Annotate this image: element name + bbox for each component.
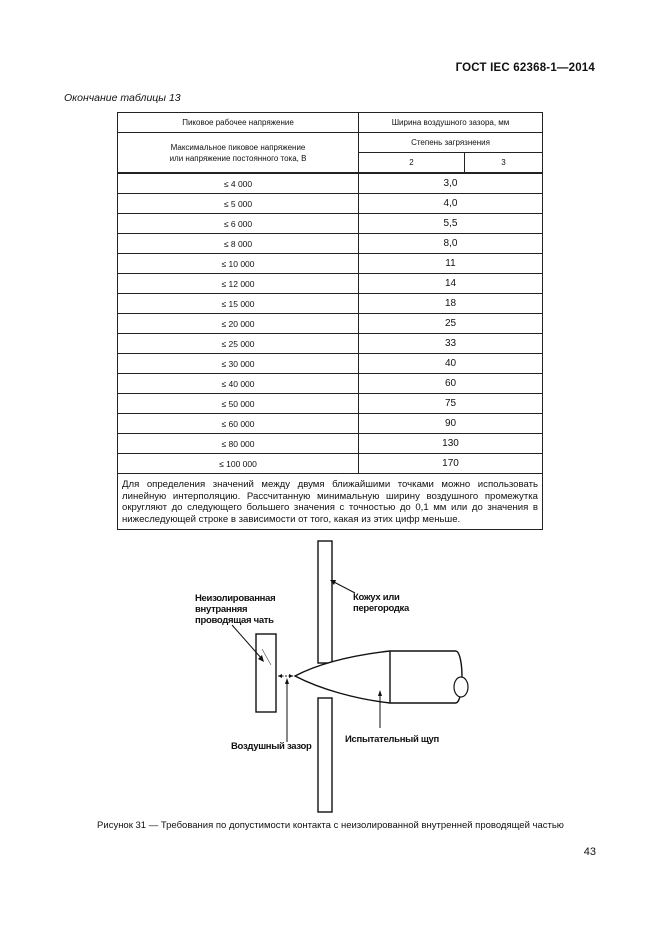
barrier-upper (318, 541, 332, 663)
gap-cell: 25 (359, 314, 543, 334)
gap-cell: 90 (359, 414, 543, 434)
barrier-lower (318, 698, 332, 812)
table-note: Для определения значений между двумя ближайшими точками можно использовать линейную интерполяцию. Рассчитанную минимальную ширину воздушного промежутка округляют до следующего большего значения с точностью до 0,1 мм или до значения в нижеследующей строке в зависимости от того, какая из этих цифр меньше. (118, 474, 543, 530)
gap-cell: 3,0 (359, 173, 543, 194)
degree-2-header: 2 (359, 153, 465, 174)
voltage-cell: ≤ 40 000 (118, 374, 359, 394)
probe-label: Испытательный щуп (345, 734, 439, 745)
gap-cell: 11 (359, 254, 543, 274)
voltage-cell: ≤ 12 000 (118, 274, 359, 294)
col1-sub-header-line2: или напряжение постоянного тока, В (169, 153, 307, 163)
gap-cell: 33 (359, 334, 543, 354)
table-row (118, 394, 543, 414)
table-row (118, 334, 543, 354)
table-row (118, 234, 543, 254)
table-header-row-1 (118, 113, 543, 133)
voltage-cell: ≤ 100 000 (118, 454, 359, 474)
enclosure-label (353, 592, 409, 614)
table-row (118, 314, 543, 334)
degree-3-header: 3 (465, 153, 543, 174)
voltage-cell: ≤ 8 000 (118, 234, 359, 254)
gap-cell: 14 (359, 274, 543, 294)
col1-sub-header (118, 133, 359, 174)
enclosure-label-line2: перегородка (353, 603, 409, 614)
voltage-cell: ≤ 5 000 (118, 194, 359, 214)
live-part-label-line3: проводящая чать (195, 615, 274, 626)
live-part-label-line1: Неизолированная (195, 593, 276, 604)
voltage-cell: ≤ 10 000 (118, 254, 359, 274)
table-row (118, 294, 543, 314)
table-row (118, 354, 543, 374)
live-part-label-line2: внутранняя (195, 604, 248, 615)
gap-cell: 4,0 (359, 194, 543, 214)
gap-cell: 40 (359, 354, 543, 374)
gap-cell: 8,0 (359, 234, 543, 254)
table-row (118, 274, 543, 294)
table-row (118, 374, 543, 394)
note-row (118, 474, 543, 530)
enclosure-label-line1: Кожух или (353, 592, 400, 603)
air-gap-label: Воздушный зазор (231, 741, 312, 752)
voltage-cell: ≤ 25 000 (118, 334, 359, 354)
table-row (118, 173, 543, 194)
table-caption: Окончание таблицы 13 (64, 92, 181, 104)
table-body (118, 173, 543, 474)
voltage-cell: ≤ 20 000 (118, 314, 359, 334)
gap-cell: 18 (359, 294, 543, 314)
col2-header: Ширина воздушного зазора, мм (359, 113, 543, 133)
page-number: 43 (583, 846, 596, 858)
voltage-cell: ≤ 80 000 (118, 434, 359, 454)
voltage-cell: ≤ 60 000 (118, 414, 359, 434)
figure-caption: Рисунок 31 — Требования по допустимости контакта с неизолированной внутренней проводящей частью (97, 820, 564, 831)
gap-cell: 130 (359, 434, 543, 454)
voltage-cell: ≤ 15 000 (118, 294, 359, 314)
table-row (118, 454, 543, 474)
voltage-cell: ≤ 50 000 (118, 394, 359, 414)
clearance-table (117, 112, 543, 530)
table-row (118, 194, 543, 214)
table-row (118, 434, 543, 454)
col2-sub-header: Степень загрязнения (359, 133, 543, 153)
live-part-label (195, 593, 275, 626)
col1-sub-header-line1: Максимальное пиковое напряжение (170, 142, 306, 152)
col1-top-header: Пиковое рабочее напряжение (118, 113, 359, 133)
probe-end (454, 677, 468, 697)
table-row (118, 254, 543, 274)
table-header-row-2 (118, 133, 543, 153)
voltage-cell: ≤ 30 000 (118, 354, 359, 374)
voltage-cell: ≤ 6 000 (118, 214, 359, 234)
voltage-cell: ≤ 4 000 (118, 173, 359, 194)
table-row (118, 414, 543, 434)
live-part (256, 634, 276, 712)
figure-diagram (180, 535, 480, 815)
gap-cell: 60 (359, 374, 543, 394)
gap-cell: 170 (359, 454, 543, 474)
table-row (118, 214, 543, 234)
standard-header: ГОСТ IEC 62368-1—2014 (455, 62, 595, 74)
gap-cell: 75 (359, 394, 543, 414)
gap-cell: 5,5 (359, 214, 543, 234)
